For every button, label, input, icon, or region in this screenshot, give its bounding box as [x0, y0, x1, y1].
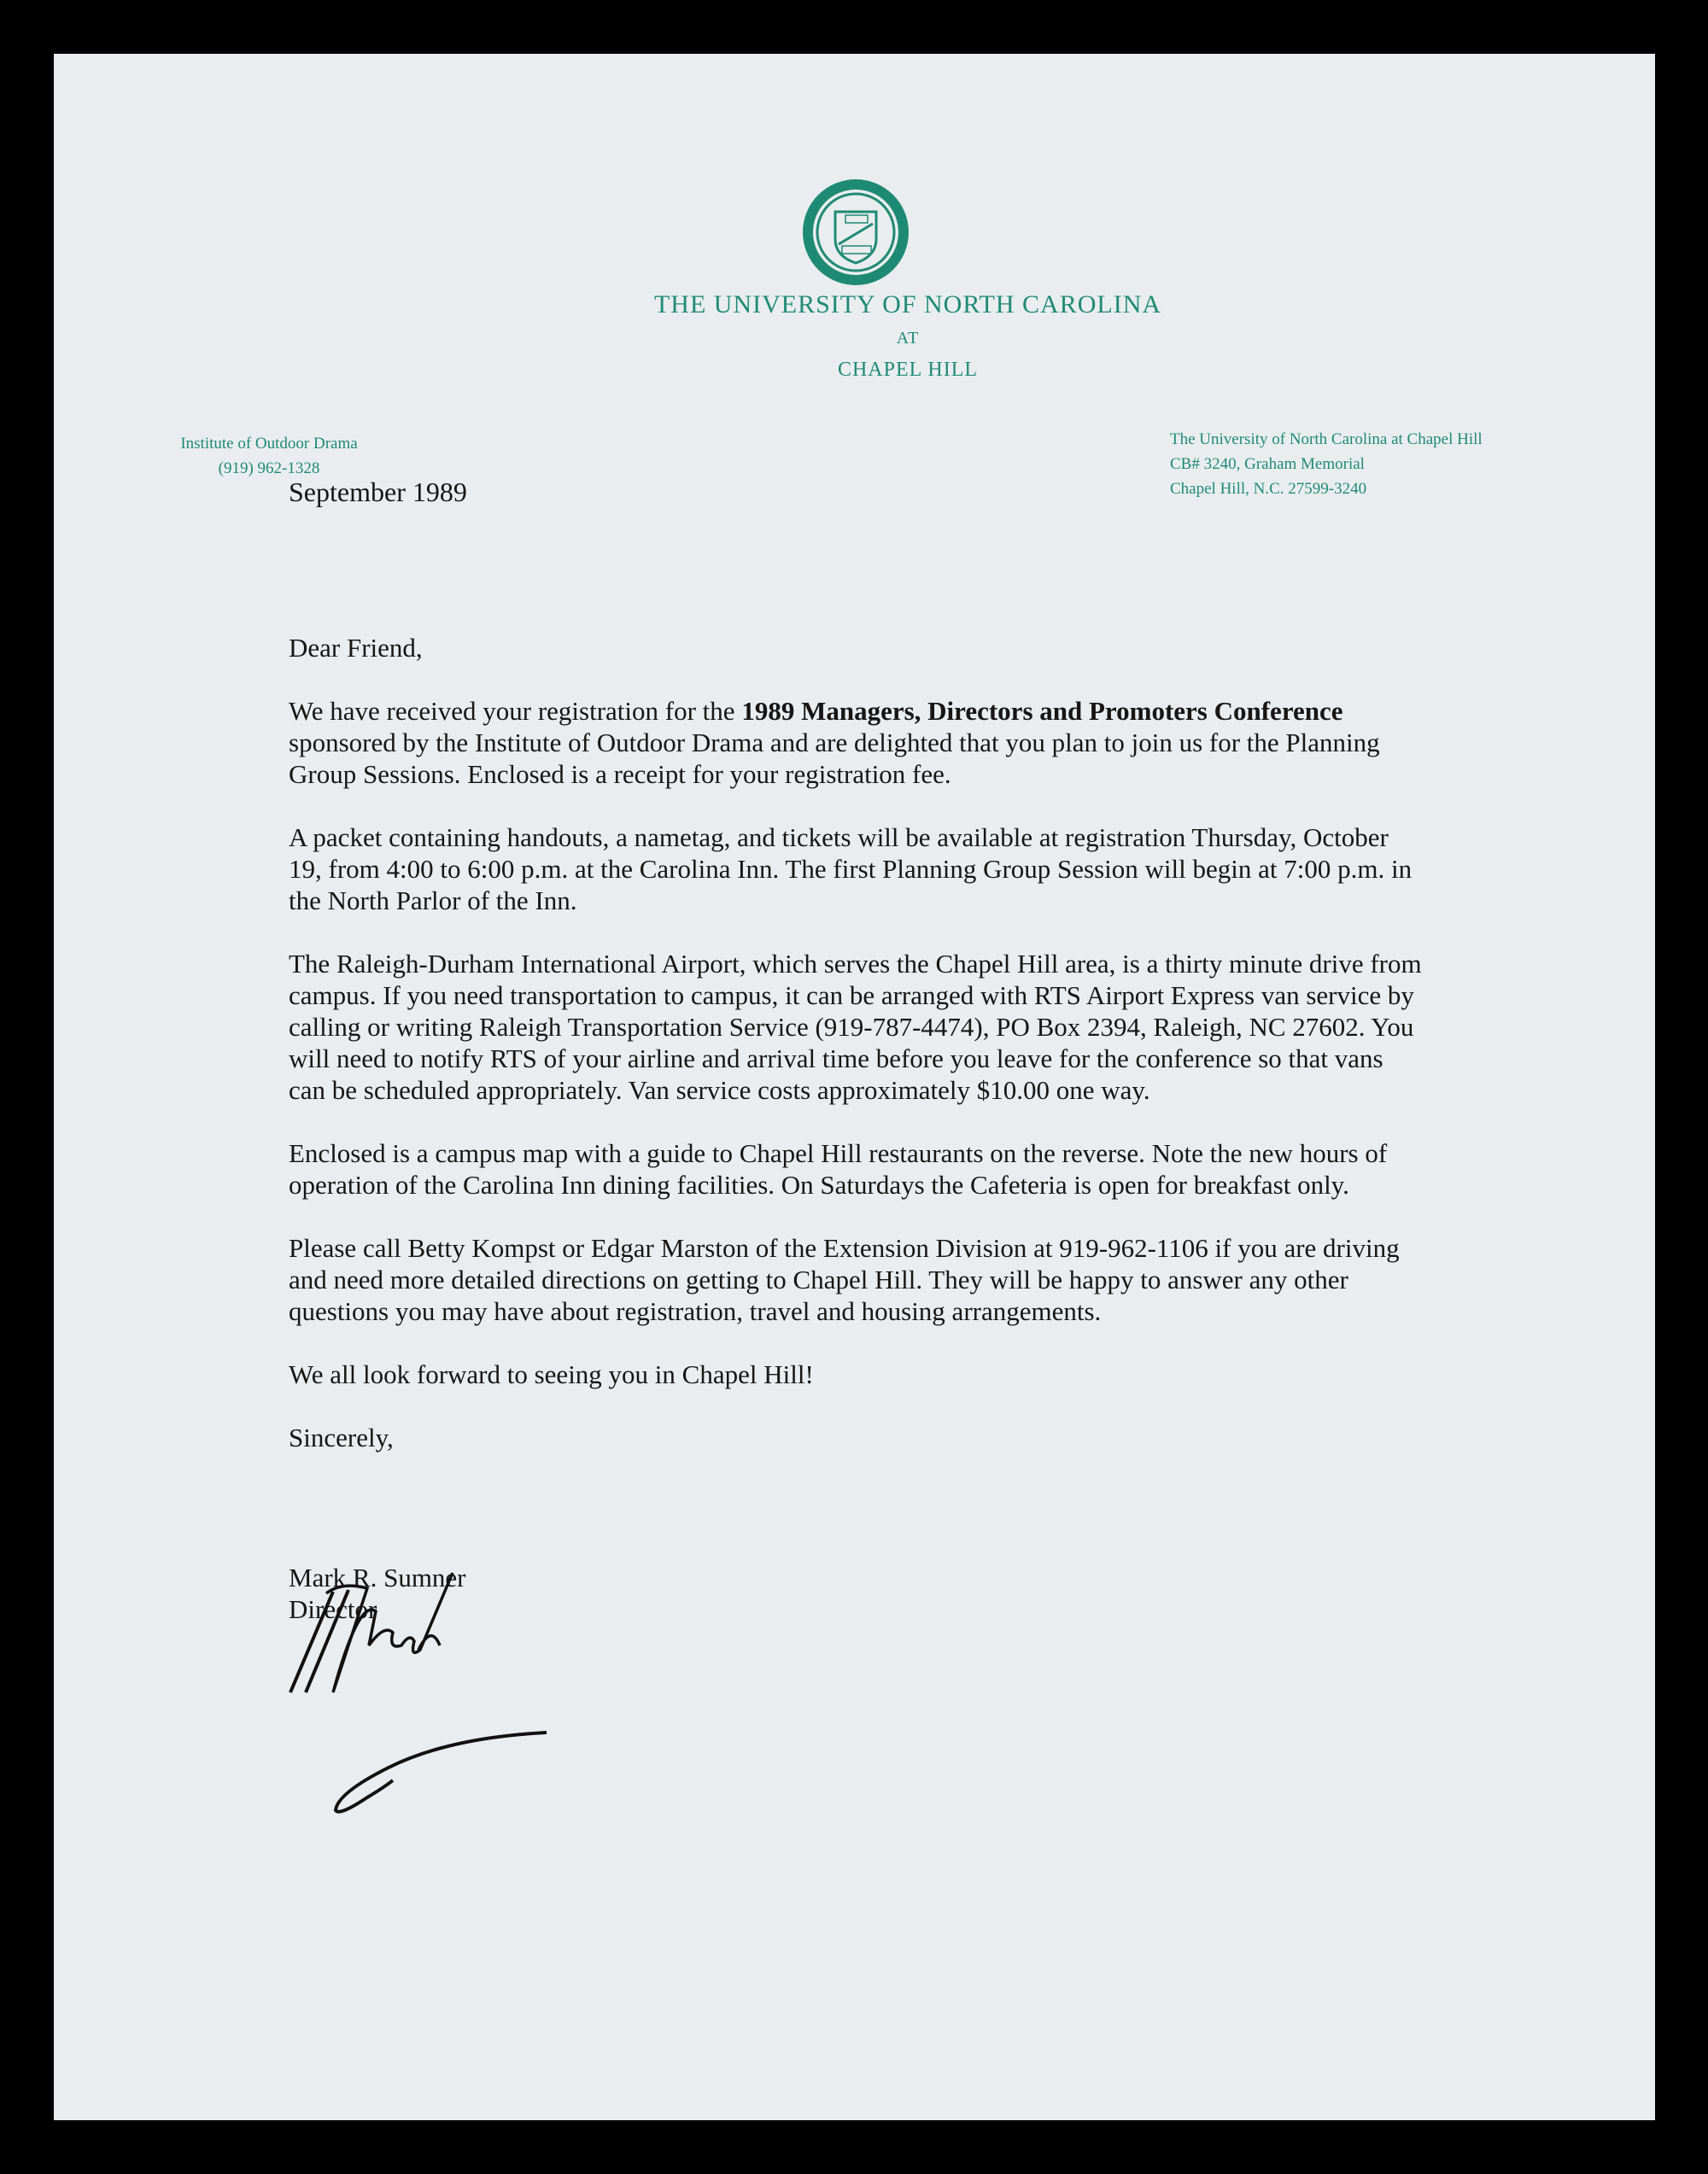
paragraph-closing-remark: We all look forward to seeing you in Chapel Hill!: [289, 1359, 814, 1389]
letter-page: [54, 54, 1655, 2120]
signer-title: Director: [289, 1594, 377, 1624]
signature-flourish: [329, 1721, 551, 1819]
salutation: Dear Friend,: [289, 633, 423, 663]
paragraph-registration-rest: sponsored by the Institute of Outdoor Drama and are delighted that you plan to join us for the Planning Group Sessions. Enclosed is a receipt for your registration fee.: [289, 728, 1380, 789]
paragraph-contact: Please call Betty Kompst or Edgar Marston of the Extension Division at 919-962-1106 if you are driving and need more detailed directions on getting to Chapel Hill. They will be happy to answer any other questions you may have about registration, travel and housing arrangements.: [289, 1233, 1400, 1326]
department-block: [154, 431, 384, 481]
university-seal-icon: [801, 178, 910, 287]
department-name: Institute of Outdoor Drama: [180, 435, 358, 453]
address-line-1: The University of North Carolina at Chapel Hill: [1170, 430, 1483, 448]
paragraph-packet: A packet containing handouts, a nametag, and tickets will be available at registration Thursday, October 19, from 4:00 to 6:00 p.m. at the Carolina Inn. The first Planning Group Session will begin at 7:00 p.m. in the North Parlor of the Inn.: [289, 822, 1413, 915]
paragraph-registration: [289, 695, 1424, 790]
address-line-2: CB# 3240, Graham Memorial: [1170, 455, 1365, 473]
signer-name: Mark R. Sumner: [289, 1563, 466, 1593]
closing: Sincerely,: [289, 1423, 394, 1452]
paragraph-campus-map: Enclosed is a campus map with a guide to Chapel Hill restaurants on the reverse. Note the new hours of operation of the Carolina Inn dining facilities. On Saturdays the Cafeteria is open for breakfast only.: [289, 1138, 1388, 1200]
paragraph-airport: The Raleigh-Durham International Airport, which serves the Chapel Hill area, is a thirty minute drive from campus. If you need transportation to campus, it can be arranged with RTS Airport Express van service by calling or writing Raleigh Transportation Service (919-787-4474), PO Box 2394, Raleigh, NC 27602. You will need to notify RTS of your airline and arrival time before you leave for the conference so that vans can be scheduled appropriately. Van service costs approximately $10.00 one way.: [289, 949, 1422, 1105]
department-phone: (919) 962-1328: [218, 459, 320, 477]
paragraph-registration-intro: We have received your registration for the: [289, 696, 742, 726]
institution-campus: CHAPEL HILL: [837, 359, 979, 381]
conference-name: 1989 Managers, Directors and Promoters Conference: [741, 696, 1343, 726]
letter-body: [289, 632, 1424, 1625]
institution-at: AT: [896, 329, 920, 348]
handwritten-signature: [273, 1564, 487, 1701]
letter-date: September 1989: [289, 476, 467, 507]
signature-space: [289, 1485, 1424, 1562]
institution-name: THE UNIVERSITY OF NORTH CAROLINA: [653, 290, 1162, 319]
address-line-3: Chapel Hill, N.C. 27599-3240: [1170, 480, 1367, 498]
mailing-address-block: [1170, 427, 1483, 501]
